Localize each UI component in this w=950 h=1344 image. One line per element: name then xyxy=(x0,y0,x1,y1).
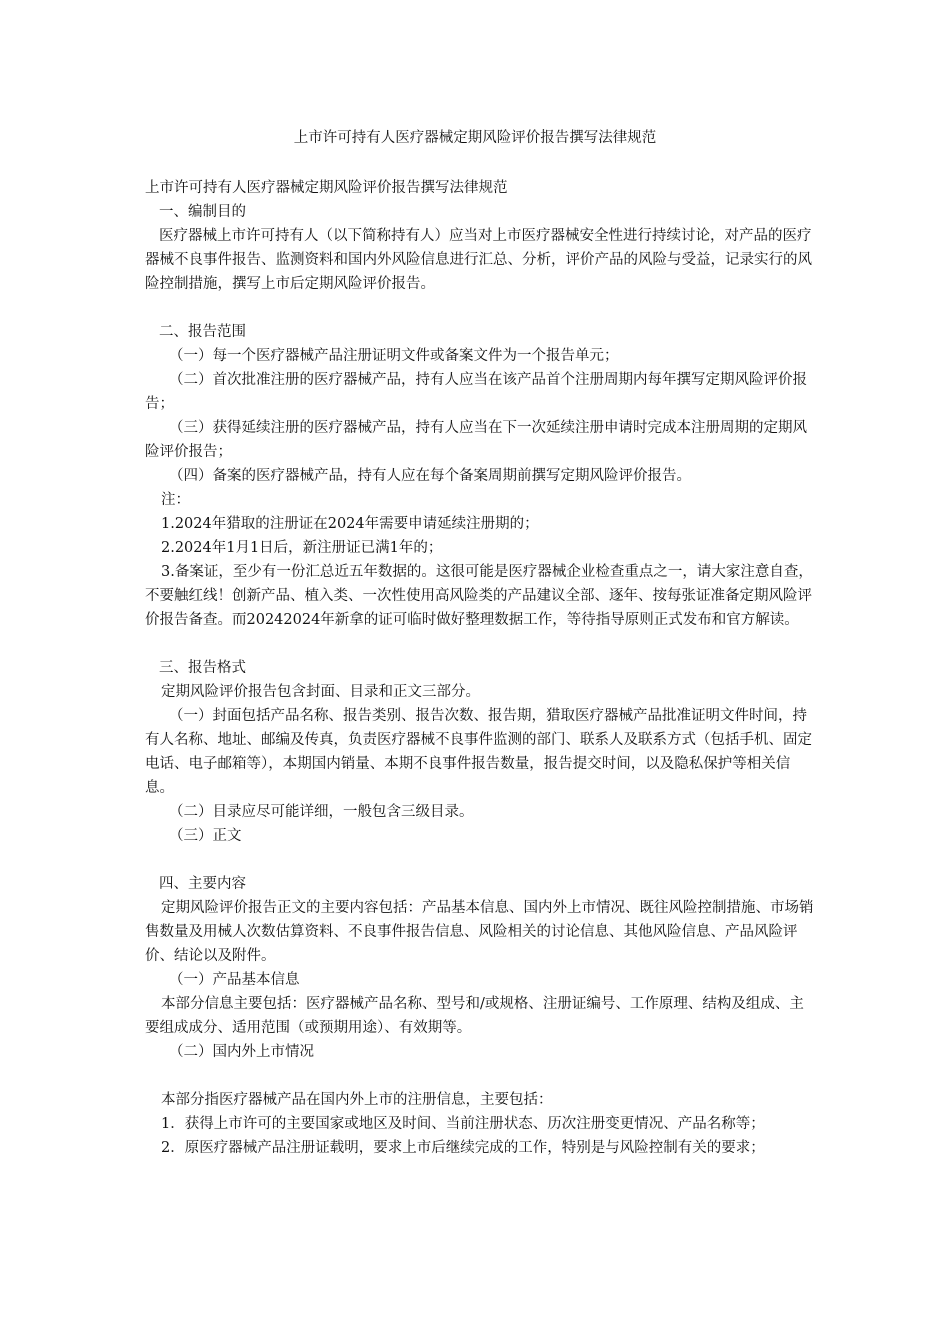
paragraph: （一）封面包括产品名称、报告类别、报告次数、报告期，猎取医疗器械产品批准证明文件时间，持有人名称、地址、邮编及传真，负责医疗器械不良事件监测的部门、联系人及联系方式（包括手机、固定电话、电子邮箱等），本期国内销量、本期不良事件报告数量，报告提交时间，以及隐私保护等相关信息。 xyxy=(145,708,812,796)
paragraph: 医疗器械上市许可持有人（以下简称持有人）应当对上市医疗器械安全性进行持续讨论，对产品的医疗器械不良事件报告、监测资料和国内外风险信息进行汇总、分析，评价产品的风险与受益，记录实行的风险控制措施，撰写上市后定期风险评价报告。 xyxy=(145,228,812,292)
note-item: 3.备案证，至少有一份汇总近五年数据的。这很可能是医疗器械企业检查重点之一，请大家注意自查，不要触红线！创新产品、植入类、一次性使用高风险类的产品建议全部、逐年、按每张证准备定期风险评价报告备查。而20242024年新拿的证可临时做好整理数据工作，等待指导原则正式发布和官方解读。 xyxy=(145,564,813,628)
section-heading: 二、报告范围 xyxy=(159,324,246,340)
list-item: （一）每一个医疗器械产品注册证明文件或备案文件为一个报告单元； xyxy=(169,348,619,364)
list-item: （三）正文 xyxy=(169,828,242,844)
subsection-heading: （二）国内外上市情况 xyxy=(169,1044,314,1060)
list-item: 2．原医疗器械产品注册证载明，要求上市后继续完成的工作，特别是与风险控制有关的要求； xyxy=(161,1140,765,1156)
subsection-heading: （一）产品基本信息 xyxy=(169,972,300,988)
list-item: 1．获得上市许可的主要国家或地区及时间、当前注册状态、历次注册变更情况、产品名称等； xyxy=(161,1116,765,1132)
document-body xyxy=(145,176,817,1160)
list-item: （四）备案的医疗器械产品，持有人应在每个备案周期前撰写定期风险评价报告。 xyxy=(169,468,691,484)
note-label: 注： xyxy=(161,492,190,508)
paragraph: 定期风险评价报告正文的主要内容包括：产品基本信息、国内外上市情况、既往风险控制措施、市场销售数量及用械人次数估算资料、不良事件报告信息、风险相关的讨论信息、其他风险信息、产品风险评价、结论以及附件。 xyxy=(145,900,814,964)
document-heading: 上市许可持有人医疗器械定期风险评价报告撰写法律规范 xyxy=(145,180,508,196)
list-item: （二）目录应尽可能详细，一般包含三级目录。 xyxy=(169,804,474,820)
list-item: （二）首次批准注册的医疗器械产品，持有人应当在该产品首个注册周期内每年撰写定期风险评价报告； xyxy=(145,372,807,412)
list-item: （三）获得延续注册的医疗器械产品，持有人应当在下一次延续注册申请时完成本注册周期的定期风险评价报告； xyxy=(145,420,807,460)
page-title: 上市许可持有人医疗器械定期风险评价报告撰写法律规范 xyxy=(293,130,657,146)
paragraph: 定期风险评价报告包含封面、目录和正文三部分。 xyxy=(161,684,480,700)
section-heading: 一、编制目的 xyxy=(159,204,246,220)
note-item: 2.2024年1月1日后，新注册证已满1年的； xyxy=(161,540,443,556)
paragraph: 本部分信息主要包括：医疗器械产品名称、型号和/或规格、注册证编号、工作原理、结构及组成、主要组成成分、适用范围（或预期用途）、有效期等。 xyxy=(145,996,804,1036)
note-item: 1.2024年猎取的注册证在2024年需要申请延续注册期的； xyxy=(161,516,539,532)
paragraph: 本部分指医疗器械产品在国内外上市的注册信息，主要包括： xyxy=(161,1092,553,1108)
section-heading: 三、报告格式 xyxy=(159,660,246,676)
section-heading: 四、主要内容 xyxy=(159,876,246,892)
